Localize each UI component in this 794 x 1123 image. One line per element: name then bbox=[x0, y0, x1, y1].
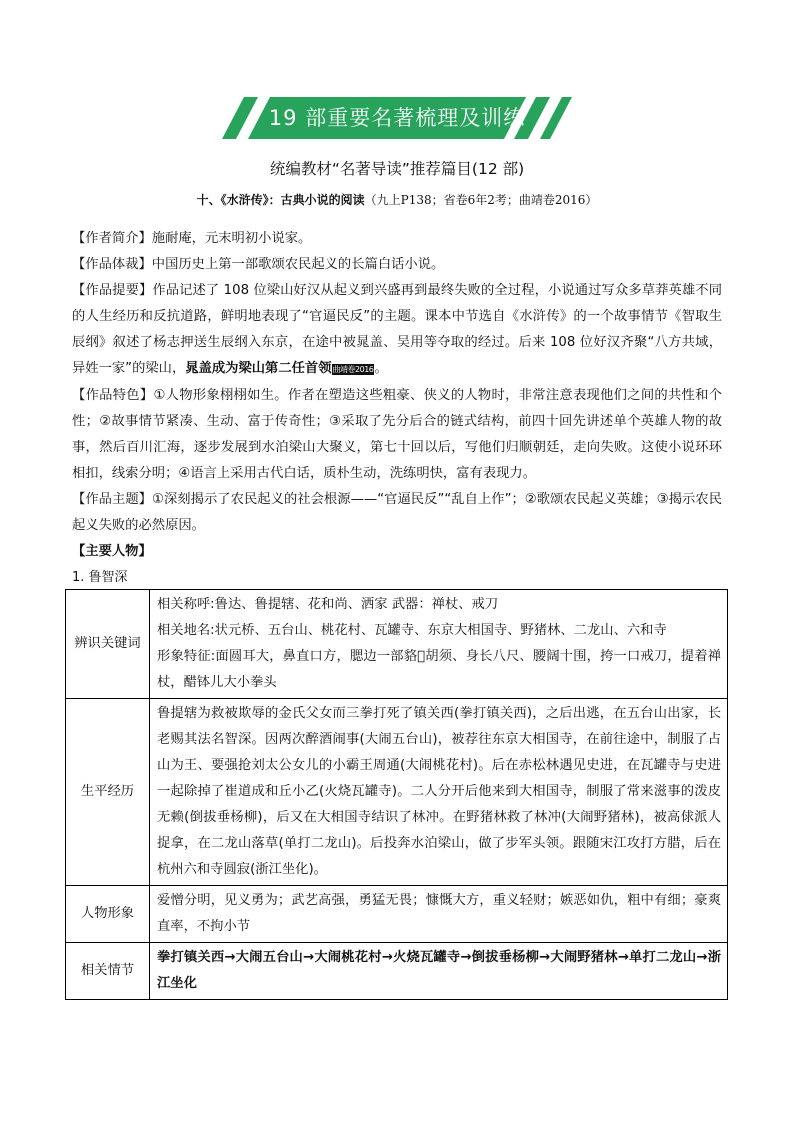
genre-paragraph bbox=[72, 252, 722, 278]
genre-text: 中国历史上第一部歌颂农民起义的长篇白话小说。 bbox=[151, 257, 445, 272]
intro-body bbox=[72, 226, 722, 565]
author-text: 施耐庵，元末明初小说家。 bbox=[151, 231, 312, 246]
table-row bbox=[66, 590, 728, 699]
author-label: 【作者简介】 bbox=[72, 231, 152, 246]
section-title: 《水浒传》： bbox=[220, 193, 281, 207]
character-table bbox=[65, 589, 728, 1000]
section-number: 十、 bbox=[196, 193, 221, 207]
summary-bold: 晁盖成为梁山第二任首领 bbox=[185, 361, 332, 376]
exam-tag: 曲靖卷2016 bbox=[332, 365, 374, 374]
row-head-life: 生平经历 bbox=[66, 699, 150, 886]
summary-text: 作品记述了 108 位梁山好汉从起义到兴盛再到最终失败的全过程，小说通过写众多草莽英雄不同的人生经历和反抗道路，鲜明地表现了“官逼民反”的主题。课本中节选自《水浒传》的一个故事情节《智取生辰纲》叙述了杨志押送生辰纲入东京，在途中被晁盖、吴用等夺取的经过。后来 108 位好汉齐聚“八方共域，异姓一家”的梁山， bbox=[72, 283, 722, 376]
banner-title: 19 部重要名著梳理及训练 bbox=[268, 106, 526, 130]
main-characters-label: 【主要人物】 bbox=[72, 544, 152, 559]
plots-cell: 拳打镇关西→大闹五台山→大闹桃花村→火烧瓦罐寺→倒拔垂杨柳→大闹野猪林→单打二龙山→浙江坐化 bbox=[150, 943, 728, 1000]
theme-label: 【作品主题】 bbox=[72, 492, 152, 507]
image-cell: 爱憎分明，见义勇为；武艺高强，勇猛无畏；慷慨大方，重义轻财；嫉恶如仇，粗中有细；豪爽直率，不拘小节 bbox=[150, 886, 728, 943]
table-row bbox=[66, 886, 728, 943]
keywords-appearance: 形象特征:面圆耳大，鼻直口方，腮边一部貉𦟽胡须、身长八尺、腰阔十围，挎一口戒刀，提着禅杖，醋钵儿大小拳头 bbox=[157, 649, 721, 690]
author-paragraph bbox=[72, 226, 722, 252]
section-subject: 古典小说的阅读 bbox=[280, 193, 365, 207]
keywords-names: 相关称呼:鲁达、鲁提辖、花和尚、洒家 武器：禅杖、戒刀 bbox=[157, 597, 499, 612]
genre-label: 【作品体裁】 bbox=[72, 257, 152, 272]
section-heading bbox=[0, 191, 794, 208]
features-label: 【作品特色】 bbox=[72, 388, 154, 403]
features-text: ①人物形象栩栩如生。作者在塑造这些粗豪、侠义的人物时，非常注意表现他们之间的共性和个性；②故事情节紧凑、生动、富于传奇性；③采取了先分后合的链式结构，前四十回先讲述单个英雄人物的故事，然后百川汇海，逐步发展到水泊梁山大聚义，第七十回以后，写他们归顺朝廷，走向失败。这使小说环环相扣，线索分明；④语言上采用古代白话，质朴生动，洗练明快，富有表现力。 bbox=[72, 388, 723, 481]
row-head-keywords: 辨识关键词 bbox=[66, 590, 150, 699]
life-cell: 鲁提辖为救被欺辱的金氏父女而三拳打死了镇关西(拳打镇关西)，之后出逃，在五台山出家，长老赐其法名智深。因两次醉酒闹事(大闹五台山)，被荐往东京大相国寺，在前往途中，制服了占山为王、要强抢刘太公女儿的小霸王周通(大闹桃花村)。后在赤松林遇见史进，在瓦罐寺与史进一起除掉了崔道成和丘小乙(火烧瓦罐寺)。二人分开后他来到大相国寺，制服了常来滋事的泼皮无赖(倒拔垂杨柳)，后又在大相国寺结识了林冲。在野猪林救了林冲(大闹野猪林)，被高俅派人捉拿，在二龙山落草(单打二龙山)。后投奔水泊梁山，做了步军头领。跟随宋江攻打方腊，后在杭州六和寺圆寂(浙江坐化)。 bbox=[150, 699, 728, 886]
title-banner bbox=[222, 97, 572, 139]
row-head-image: 人物形象 bbox=[66, 886, 150, 943]
summary-end: 。 bbox=[374, 361, 388, 376]
keywords-cell bbox=[150, 590, 728, 699]
summary-label: 【作品提要】 bbox=[72, 283, 153, 298]
features-paragraph bbox=[72, 383, 722, 487]
table-row bbox=[66, 943, 728, 1000]
row-head-plots: 相关情节 bbox=[66, 943, 150, 1000]
summary-paragraph bbox=[72, 278, 722, 383]
character-heading: 1. 鲁智深 bbox=[72, 570, 128, 585]
keywords-places: 相关地名:状元桥、五台山、桃花村、瓦罐寺、东京大相国寺、野猪林、二龙山、六和寺 bbox=[157, 623, 667, 638]
theme-text: ①深刻揭示了农民起义的社会根源——“官逼民反”“乱自上作”；②歌颂农民起义英雄；③揭示农民起义失败的必然原因。 bbox=[72, 492, 722, 533]
theme-paragraph bbox=[72, 487, 722, 539]
section-note: （九上P138；省卷6年2考；曲靖卷2016） bbox=[364, 193, 598, 207]
table-row bbox=[66, 699, 728, 886]
subtitle: 统编教材“名著导读”推荐篇目(12 部) bbox=[269, 160, 525, 178]
